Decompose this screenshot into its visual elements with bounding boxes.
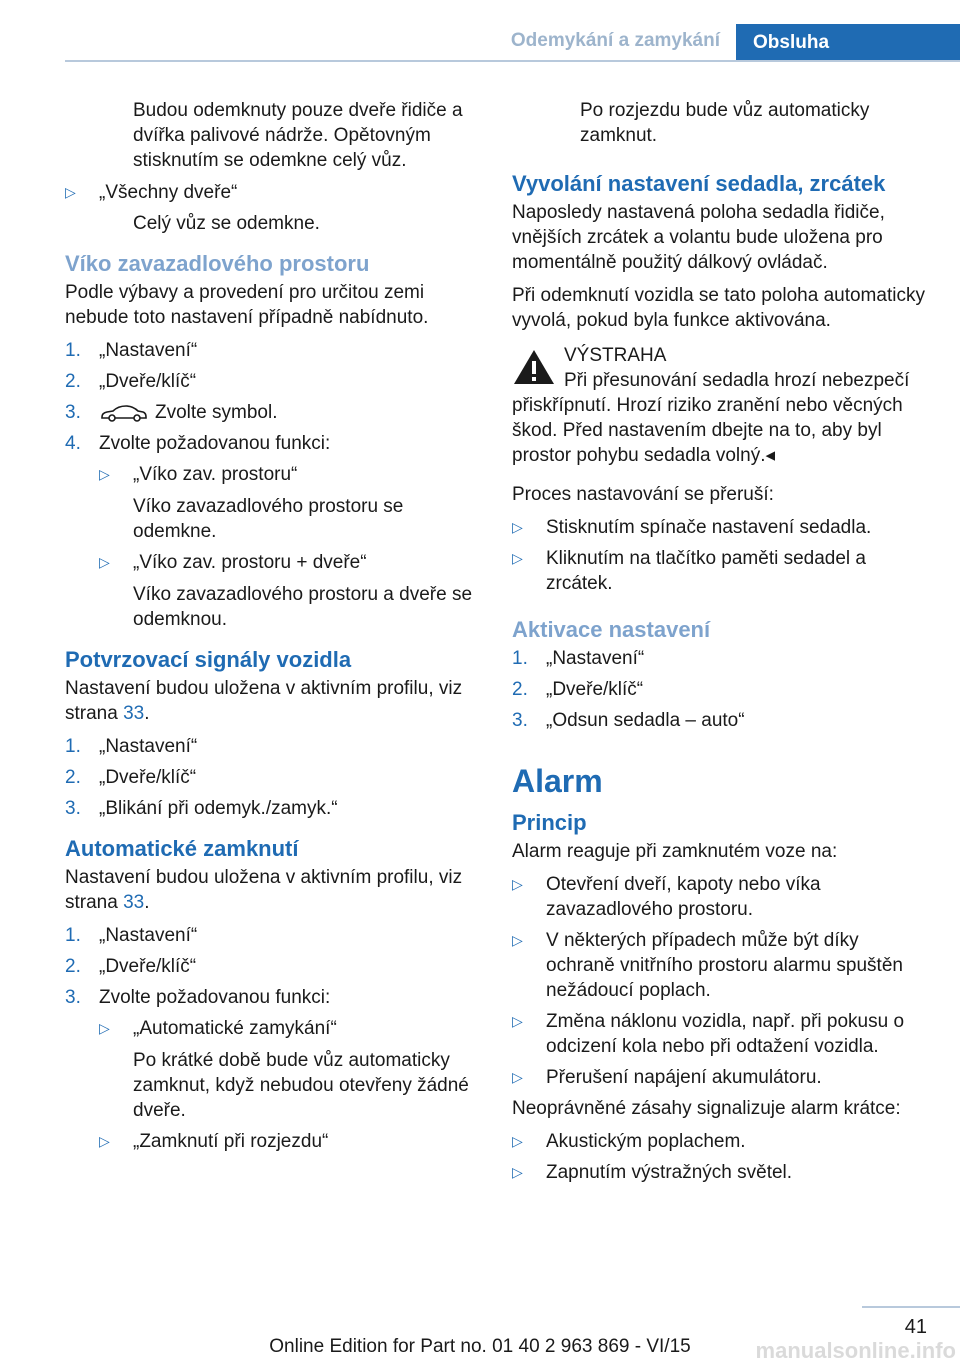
bullet-item	[512, 546, 930, 596]
bullet-triangle-icon: ▷	[512, 876, 523, 892]
step-text: Zvolte požadovanou funkci:	[99, 987, 331, 1008]
heading-principle: Princip	[512, 810, 587, 835]
step-text: „Nastavení“	[99, 925, 198, 946]
unauthorized-paragraph: Neoprávněné zásahy signalizuje alarm krátce:	[512, 1098, 901, 1119]
step-number: 3.	[65, 987, 81, 1008]
heading-seat-mirror-recall: Vyvolání nastavení sedadla, zrcátek	[512, 171, 886, 196]
step-text: „Dveře/klíč“	[99, 956, 197, 977]
step-item	[65, 954, 483, 979]
signals-paragraph: Nastavení budou uložena v aktivním profilu, viz strana 33.	[65, 678, 463, 724]
bullet-triangle-icon: ▷	[512, 550, 523, 566]
bullet-subtext: Po krátké době bude vůz automaticky zamknut, když nebudou otevřeny žádné dveře.	[133, 1050, 469, 1121]
bullet-text: „Víko zav. prostoru“	[133, 464, 298, 485]
step-number: 2.	[65, 767, 81, 788]
page-link[interactable]: 33	[123, 703, 145, 724]
step-item	[65, 400, 483, 425]
heading-confirmation-signals: Potvrzovací signály vozidla	[65, 647, 352, 672]
step-item	[512, 708, 930, 733]
bullet-item	[512, 872, 930, 922]
bullet-text: Stisknutím spínače nastavení sedadla.	[546, 517, 872, 538]
warning-title: VÝSTRAHA	[564, 345, 667, 366]
bullet-text: „Víko zav. prostoru + dveře“	[133, 552, 367, 573]
bullet-triangle-icon: ▷	[512, 519, 523, 535]
bullet-text: V některých případech může být díky ochraně vnitřního prostoru alarmu spuštěn nežádoucí poplach.	[546, 930, 903, 1001]
step-item	[512, 677, 930, 702]
step-item	[512, 646, 930, 671]
heading-alarm: Alarm	[512, 763, 603, 799]
warning-triangle-icon	[512, 347, 556, 387]
bullet-text: Změna náklonu vozidla, např. při pokusu o odcizení kola nebo při odtažení vozidla.	[546, 1011, 905, 1057]
bullet-item	[65, 180, 483, 205]
step-number: 2.	[512, 679, 528, 700]
footer-rule	[862, 1306, 960, 1308]
bullet-text: „Zamknutí při rozjezdu“	[133, 1131, 329, 1152]
header-rule	[65, 60, 960, 62]
continued-subtext: Po rozjezdu bude vůz automaticky zamknut.	[580, 100, 870, 146]
step-item	[65, 923, 483, 948]
step-number: 1.	[512, 648, 528, 669]
bullet-item	[512, 515, 930, 540]
car-icon	[99, 402, 149, 424]
bullet-subtext: Víko zavazadlového prostoru a dveře se odemknou.	[133, 584, 473, 630]
page-header	[0, 0, 960, 62]
bullet-triangle-icon: ▷	[99, 1133, 110, 1149]
step-number: 3.	[65, 402, 81, 423]
step-item	[65, 431, 483, 456]
step-text: „Dveře/klíč“	[99, 767, 197, 788]
bullet-triangle-icon: ▷	[512, 1164, 523, 1180]
interrupt-paragraph: Proces nastavování se přeruší:	[512, 484, 774, 505]
bullet-text: Zapnutím výstražných světel.	[546, 1162, 793, 1183]
bullet-triangle-icon: ▷	[512, 932, 523, 948]
step-number: 3.	[512, 710, 528, 731]
intro-subtext: Budou odemknuty pouze dveře řidiče a dvířka palivové nádrže. Opětovným stisknutím se odemkne celý vůz.	[133, 100, 463, 171]
bullet-triangle-icon: ▷	[512, 1013, 523, 1029]
step-text: „Odsun sedadla – auto“	[546, 710, 745, 731]
header-section-title: Odemykání a zamykání	[510, 30, 720, 51]
bullet-item	[512, 1065, 930, 1090]
step-item	[65, 765, 483, 790]
bullet-item	[512, 1009, 930, 1059]
bullet-text: Akustickým poplachem.	[546, 1131, 746, 1152]
step-item	[65, 369, 483, 394]
step-number: 1.	[65, 925, 81, 946]
step-text: „Dveře/klíč“	[546, 679, 644, 700]
bullet-item	[512, 928, 930, 1003]
step-number: 4.	[65, 433, 81, 454]
step-text: „Blikání při odemyk./zamyk.“	[99, 798, 338, 819]
step-item	[65, 338, 483, 363]
bullet-text: „Automatické zamykání“	[133, 1018, 337, 1039]
heading-auto-lock: Automatické zamknutí	[65, 836, 299, 861]
bullet-text: „Všechny dveře“	[99, 182, 238, 203]
step-number: 2.	[65, 956, 81, 977]
intro-subtext-2: Celý vůz se odemkne.	[133, 213, 320, 234]
bullet-text: Kliknutím na tlačítko paměti sedadel a zrcátek.	[546, 548, 867, 594]
bullet-item	[512, 1129, 930, 1154]
heading-trunk-lid: Víko zavazadlového prostoru	[65, 251, 370, 276]
bullet-item	[99, 1129, 483, 1154]
right-column	[512, 98, 930, 1191]
bullet-triangle-icon: ▷	[99, 466, 110, 482]
step-number: 1.	[65, 736, 81, 757]
bullet-item	[99, 1016, 483, 1123]
left-column	[65, 98, 483, 1160]
bullet-text: Přerušení napájení akumulátoru.	[546, 1067, 822, 1088]
principle-paragraph: Alarm reaguje při zamknutém voze na:	[512, 841, 838, 862]
warning-text: Při přesunování sedadla hrozí nebezpečí přiskřípnutí. Hrozí riziko zranění nebo věcných škod. Před nastavením dbejte na to, aby byl prostor pohybu sedadla volný.◂	[512, 370, 910, 466]
step-text: Zvolte požadovanou funkci:	[99, 433, 331, 454]
bullet-triangle-icon: ▷	[99, 554, 110, 570]
step-number: 3.	[65, 798, 81, 819]
page-link[interactable]: 33	[123, 892, 145, 913]
heading-activation: Aktivace nastavení	[512, 617, 711, 642]
step-item	[65, 734, 483, 759]
bullet-item	[512, 1160, 930, 1185]
autolock-paragraph: Nastavení budou uložena v aktivním profilu, viz strana 33.	[65, 867, 463, 913]
step-number: 2.	[65, 371, 81, 392]
header-chapter-tab: Obsluha	[736, 24, 960, 62]
trunk-paragraph: Podle výbavy a provedení pro určitou zemi nebude toto nastavení případně nabídnuto.	[65, 282, 429, 328]
bullet-triangle-icon: ▷	[512, 1069, 523, 1085]
step-text: „Nastavení“	[546, 648, 645, 669]
bullet-subtext: Víko zavazadlového prostoru se odemkne.	[133, 496, 404, 542]
seat-paragraph-1: Naposledy nastavená poloha sedadla řidiče, vnějších zrcátek a volantu bude uložena pro momentálně použitý dálkový ovládač.	[512, 202, 885, 273]
step-number: 1.	[65, 340, 81, 361]
step-text: Zvolte symbol.	[155, 402, 278, 423]
bullet-item	[99, 462, 483, 544]
step-text: „Dveře/klíč“	[99, 371, 197, 392]
page-number: 41	[904, 1316, 927, 1338]
bullet-text: Otevření dveří, kapoty nebo víka zavazadlového prostoru.	[546, 874, 821, 920]
footer-edition-text: Online Edition for Part no. 01 40 2 963 869 - VI/15	[269, 1336, 691, 1357]
step-item	[65, 985, 483, 1010]
step-text: „Nastavení“	[99, 340, 198, 361]
warning-box	[512, 343, 930, 468]
step-text: „Nastavení“	[99, 736, 198, 757]
bullet-triangle-icon: ▷	[512, 1133, 523, 1149]
bullet-triangle-icon: ▷	[65, 184, 76, 200]
watermark-logo: manualsonline.info	[755, 1338, 956, 1362]
seat-paragraph-2: Při odemknutí vozidla se tato poloha automaticky vyvolá, pokud byla funkce aktivována.	[512, 285, 925, 331]
step-item	[65, 796, 483, 821]
bullet-item	[99, 550, 483, 632]
bullet-triangle-icon: ▷	[99, 1020, 110, 1036]
